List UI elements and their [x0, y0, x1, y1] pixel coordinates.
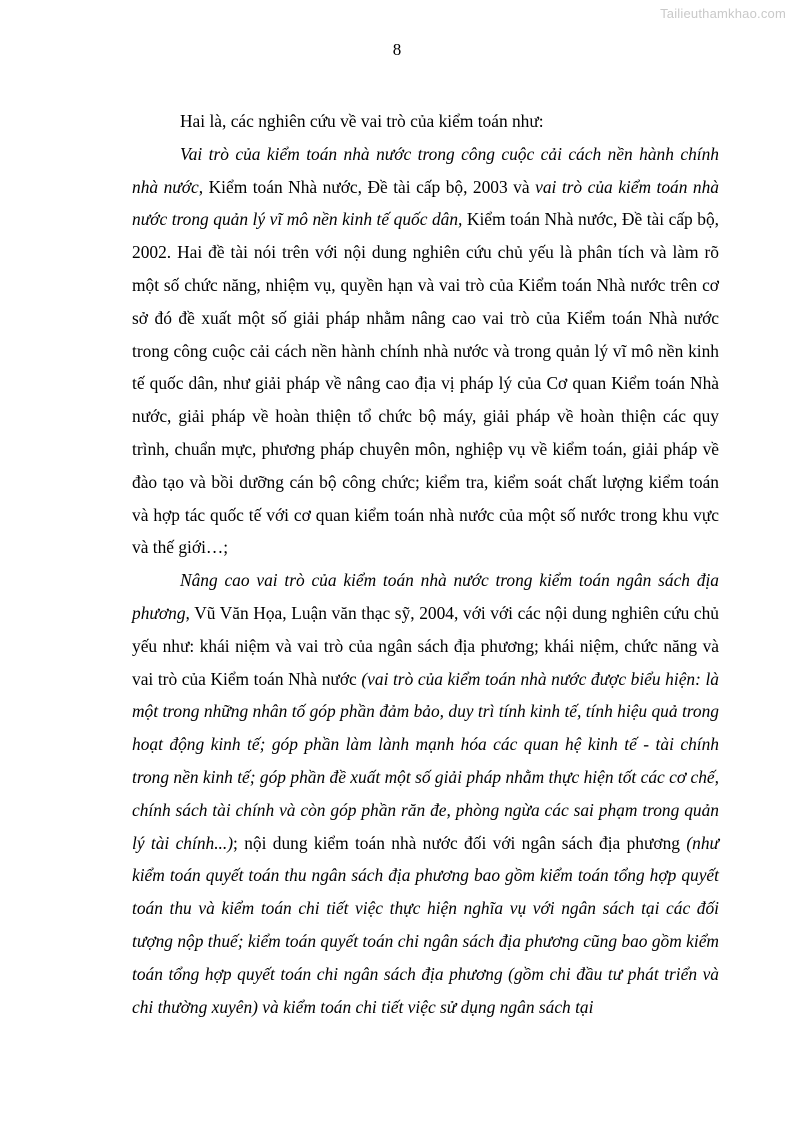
p1-title-2: vai trò của kiểm toán nhà nước trong quản lý vĩ mô nền kinh tế quốc dân,	[132, 176, 719, 230]
page-number: 8	[392, 40, 402, 59]
p2-text-2: ; nội dung kiểm toán nhà nước đối với ngân sách địa phương	[233, 832, 687, 853]
p2-italic-2: (như kiểm toán quyết toán thu ngân sách địa phương bao gồm kiểm toán tổng hợp quyết toán thu và kiểm toán chi tiết việc thực hiện nghĩa vụ với ngân sách tại các đối tượng nộp thuế; kiểm toán quyết toán chi ngân sách địa phương cũng bao gồm kiểm toán tổng hợp quyết toán chi ngân sách địa phương (gồm chi đầu tư phát triển và chi thường xuyên) và kiểm toán chi tiết việc sử dụng ngân sách tại	[132, 832, 720, 1017]
p1-text-1: Kiểm toán Nhà nước, Đề tài cấp bộ, 2003 và	[203, 176, 536, 197]
intro-text: Hai là, các nghiên cứu về vai trò của kiểm toán như:	[180, 111, 544, 131]
p2-italic-1: (vai trò của kiểm toán nhà nước được biểu hiện: là một trong những nhân tố góp phần đảm bảo, duy trì tính kinh tế, tính hiệu quả trong hoạt động kinh tế; góp phần làm lành mạnh hóa các quan hệ kinh tế - tài chính trong nền kinh tế; góp phần đề xuất một số giải pháp nhằm thực hiện tốt các cơ chế, chính sách tài chính và còn góp phần răn đe, phòng ngừa các sai phạm trong quản lý tài chính...)	[132, 668, 720, 853]
paragraph-1	[132, 138, 719, 564]
watermark: Tailieuthamkhao.com	[660, 6, 786, 21]
paragraph-2	[132, 564, 719, 1023]
document-body	[132, 105, 719, 1023]
p2-text-1: Vũ Văn Họa, Luận văn thạc sỹ, 2004, với với các nội dung nghiên cứu chủ yếu như: khái niệm và vai trò của ngân sách địa phương; khái niệm, chức năng và vai trò của Kiểm toán Nhà nước	[132, 602, 719, 689]
p1-title-1: Vai trò của kiểm toán nhà nước trong công cuộc cải cách nền hành chính nhà nước,	[132, 143, 719, 197]
p1-text-2: Kiểm toán Nhà nước, Đề tài cấp bộ, 2002. Hai đề tài nói trên với nội dung nghiên cứu chủ yếu là phân tích và làm rõ một số chức năng, nhiệm vụ, quyền hạn và vai trò của Kiểm toán Nhà nước trên cơ sở đó đề xuất một số giải pháp nhằm nâng cao vai trò của Kiểm toán Nhà nước trong công cuộc cải cách nền hành chính nhà nước và trong quản lý vĩ mô nền kinh tế quốc dân, như giải pháp về nâng cao địa vị pháp lý của Cơ quan Kiểm toán Nhà nước, giải pháp về hoàn thiện tổ chức bộ máy, giải pháp về hoàn thiện các quy trình, chuẩn mực, phương pháp chuyên môn, nghiệp vụ về kiểm toán, giải pháp về đào tạo và bồi dưỡng cán bộ công chức; kiểm tra, kiểm soát chất lượng kiểm toán và hợp tác quốc tế với cơ quan kiểm toán nhà nước của một số nước trong khu vực và thế giới…;	[132, 209, 719, 558]
p2-title: Nâng cao vai trò của kiểm toán nhà nước trong kiểm toán ngân sách địa phương,	[132, 570, 719, 623]
intro-paragraph	[132, 105, 719, 138]
